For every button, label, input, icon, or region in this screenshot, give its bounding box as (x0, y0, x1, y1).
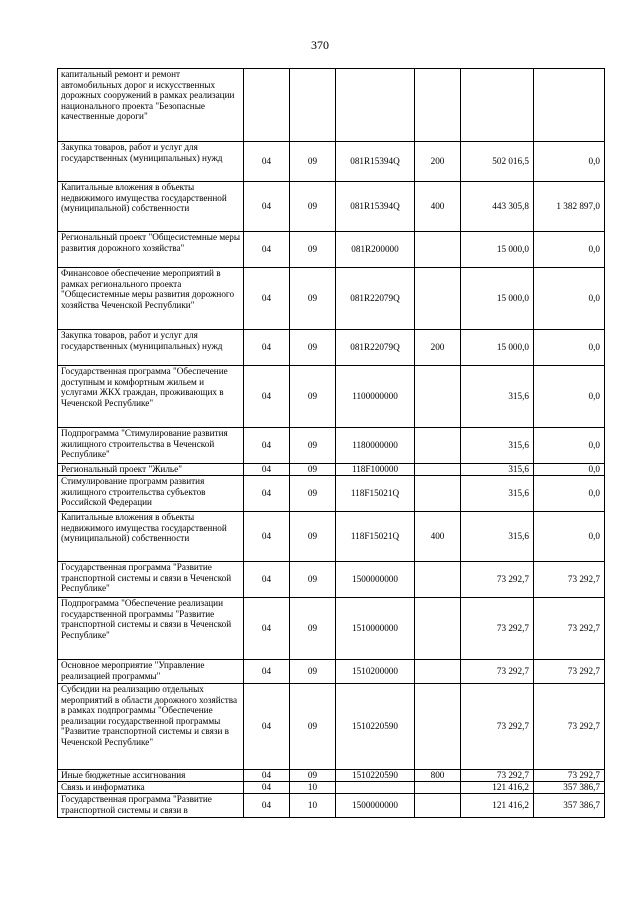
cell-name: Основное мероприятие "Управление реализацией программы" (58, 660, 244, 684)
cell-amount-1: 15 000,0 (461, 330, 534, 366)
page-number: 370 (311, 38, 329, 52)
cell-section: 04 (244, 770, 290, 782)
table-row (58, 794, 605, 818)
cell-name: Капитальные вложения в объекты недвижимого имущества государственной (муниципальной) собственности (58, 182, 244, 232)
cell-subsection: 10 (290, 794, 336, 818)
cell-amount-2: 0,0 (534, 512, 605, 562)
cell-amount-1: 315,6 (461, 428, 534, 464)
cell-expense-type: 200 (415, 330, 461, 366)
table-row (58, 464, 605, 476)
cell-target-article (336, 782, 415, 794)
table-row (58, 366, 605, 428)
cell-amount-1: 502 016,5 (461, 142, 534, 182)
cell-name: Региональный проект "Общесистемные меры развития дорожного хозяйства" (58, 232, 244, 268)
cell-amount-2: 0,0 (534, 428, 605, 464)
cell-section: 04 (244, 598, 290, 660)
cell-section: 04 (244, 142, 290, 182)
cell-section: 04 (244, 476, 290, 512)
table-row (58, 660, 605, 684)
cell-amount-2: 73 292,7 (534, 562, 605, 598)
cell-expense-type (415, 428, 461, 464)
cell-amount-1: 73 292,7 (461, 684, 534, 770)
cell-subsection: 09 (290, 660, 336, 684)
table-row (58, 770, 605, 782)
cell-expense-type (415, 476, 461, 512)
table-row (58, 232, 605, 268)
table-row (58, 182, 605, 232)
cell-section: 04 (244, 782, 290, 794)
table-row (58, 428, 605, 464)
cell-target-article: 1500000000 (336, 794, 415, 818)
cell-name: Подпрограмма "Обеспечение реализации государственной программы "Развитие транспортной системы и связи в Чеченской Республике" (58, 598, 244, 660)
table-row (58, 330, 605, 366)
cell-subsection: 09 (290, 142, 336, 182)
cell-amount-1: 315,6 (461, 476, 534, 512)
table-row (58, 69, 605, 142)
cell-name: Государственная программа "Обеспечение доступным и комфортным жильем и услугами ЖКХ граждан, проживающих в Чеченской Республике" (58, 366, 244, 428)
cell-section: 04 (244, 428, 290, 464)
cell-subsection: 09 (290, 562, 336, 598)
cell-amount-1: 443 305,8 (461, 182, 534, 232)
cell-name: Капитальные вложения в объекты недвижимого имущества государственной (муниципальной) собственности (58, 512, 244, 562)
cell-target-article: 118F15021Q (336, 476, 415, 512)
cell-section: 04 (244, 660, 290, 684)
cell-amount-2: 0,0 (534, 464, 605, 476)
cell-name: Субсидии на реализацию отдельных мероприятий в области дорожного хозяйства в рамках подпрограммы "Обеспечение реализации государственной программы "Развитие транспортной системы и связи в Чеченской Республике" (58, 684, 244, 770)
cell-amount-2: 0,0 (534, 142, 605, 182)
cell-amount-1: 15 000,0 (461, 232, 534, 268)
cell-amount-1: 73 292,7 (461, 660, 534, 684)
cell-target-article: 1500000000 (336, 562, 415, 598)
cell-amount-2: 73 292,7 (534, 684, 605, 770)
cell-section: 04 (244, 464, 290, 476)
cell-subsection: 09 (290, 232, 336, 268)
cell-subsection: 09 (290, 330, 336, 366)
cell-subsection: 09 (290, 428, 336, 464)
cell-subsection: 09 (290, 512, 336, 562)
cell-target-article: 118F15021Q (336, 512, 415, 562)
cell-target-article: 1510220590 (336, 770, 415, 782)
cell-expense-type (415, 562, 461, 598)
cell-expense-type (415, 782, 461, 794)
cell-subsection (290, 69, 336, 142)
cell-amount-1: 121 416,2 (461, 782, 534, 794)
cell-expense-type (415, 464, 461, 476)
cell-target-article: 081R22079Q (336, 268, 415, 330)
cell-subsection: 09 (290, 476, 336, 512)
cell-amount-2: 73 292,7 (534, 598, 605, 660)
cell-amount-2: 0,0 (534, 366, 605, 428)
cell-section (244, 69, 290, 142)
cell-section: 04 (244, 684, 290, 770)
cell-section: 04 (244, 182, 290, 232)
cell-amount-2: 357 386,7 (534, 794, 605, 818)
cell-subsection: 09 (290, 182, 336, 232)
cell-amount-2: 1 382 897,0 (534, 182, 605, 232)
cell-amount-1: 73 292,7 (461, 562, 534, 598)
cell-name: Государственная программа "Развитие транспортной системы и связи в (58, 794, 244, 818)
cell-amount-1: 315,6 (461, 366, 534, 428)
cell-expense-type (415, 598, 461, 660)
cell-amount-2: 0,0 (534, 268, 605, 330)
cell-name: капитальный ремонт и ремонт автомобильных дорог и искусственных дорожных сооружений в рамках реализации национального проекта "Безопасные качественные дороги" (58, 69, 244, 142)
table-row (58, 476, 605, 512)
cell-target-article: 081R15394Q (336, 182, 415, 232)
cell-target-article: 1180000000 (336, 428, 415, 464)
cell-section: 04 (244, 366, 290, 428)
table-row (58, 562, 605, 598)
table-row (58, 782, 605, 794)
cell-name: Государственная программа "Развитие транспортной системы и связи в Чеченской Республике" (58, 562, 244, 598)
cell-amount-1 (461, 69, 534, 142)
cell-name: Подпрограмма "Стимулирование развития жилищного строительства в Чеченской Республике" (58, 428, 244, 464)
cell-section: 04 (244, 512, 290, 562)
cell-target-article: 081R22079Q (336, 330, 415, 366)
cell-expense-type: 400 (415, 182, 461, 232)
cell-name: Стимулирование программ развития жилищного строительства субъектов Российской Федерации (58, 476, 244, 512)
cell-section: 04 (244, 794, 290, 818)
cell-name: Закупка товаров, работ и услуг для государственных (муниципальных) нужд (58, 330, 244, 366)
cell-target-article: 1510000000 (336, 598, 415, 660)
table-row (58, 598, 605, 660)
cell-expense-type (415, 794, 461, 818)
budget-table (57, 68, 605, 818)
cell-section: 04 (244, 562, 290, 598)
cell-amount-1: 73 292,7 (461, 598, 534, 660)
cell-target-article (336, 69, 415, 142)
cell-subsection: 10 (290, 782, 336, 794)
table-row (58, 684, 605, 770)
table-row (58, 512, 605, 562)
budget-table-body (58, 69, 605, 818)
cell-amount-1: 315,6 (461, 464, 534, 476)
cell-section: 04 (244, 232, 290, 268)
cell-target-article: 1510220590 (336, 684, 415, 770)
cell-section: 04 (244, 330, 290, 366)
cell-expense-type: 200 (415, 142, 461, 182)
cell-subsection: 09 (290, 598, 336, 660)
cell-amount-2: 0,0 (534, 476, 605, 512)
cell-expense-type: 800 (415, 770, 461, 782)
cell-target-article: 118F100000 (336, 464, 415, 476)
cell-name: Закупка товаров, работ и услуг для государственных (муниципальных) нужд (58, 142, 244, 182)
cell-target-article: 1510200000 (336, 660, 415, 684)
cell-name: Связь и информатика (58, 782, 244, 794)
cell-expense-type (415, 232, 461, 268)
cell-name: Иные бюджетные ассигнования (58, 770, 244, 782)
cell-amount-2: 0,0 (534, 232, 605, 268)
cell-subsection: 09 (290, 770, 336, 782)
cell-section: 04 (244, 268, 290, 330)
cell-target-article: 081R15394Q (336, 142, 415, 182)
cell-subsection: 09 (290, 464, 336, 476)
cell-expense-type: 400 (415, 512, 461, 562)
cell-amount-2: 73 292,7 (534, 660, 605, 684)
cell-expense-type (415, 684, 461, 770)
cell-expense-type (415, 366, 461, 428)
cell-target-article: 081R200000 (336, 232, 415, 268)
cell-target-article: 1100000000 (336, 366, 415, 428)
cell-amount-2: 73 292,7 (534, 770, 605, 782)
cell-amount-1: 15 000,0 (461, 268, 534, 330)
cell-name: Региональный проект "Жилье" (58, 464, 244, 476)
cell-amount-2: 357 386,7 (534, 782, 605, 794)
cell-subsection: 09 (290, 268, 336, 330)
cell-expense-type (415, 268, 461, 330)
cell-subsection: 09 (290, 684, 336, 770)
cell-amount-2 (534, 69, 605, 142)
cell-name: Финансовое обеспечение мероприятий в рамках регионального проекта "Общесистемные меры развития дорожного хозяйства Чеченской Республики" (58, 268, 244, 330)
table-row (58, 268, 605, 330)
cell-expense-type (415, 660, 461, 684)
table-row (58, 142, 605, 182)
cell-amount-2: 0,0 (534, 330, 605, 366)
cell-amount-1: 315,6 (461, 512, 534, 562)
cell-amount-1: 73 292,7 (461, 770, 534, 782)
cell-amount-1: 121 416,2 (461, 794, 534, 818)
cell-expense-type (415, 69, 461, 142)
cell-subsection: 09 (290, 366, 336, 428)
